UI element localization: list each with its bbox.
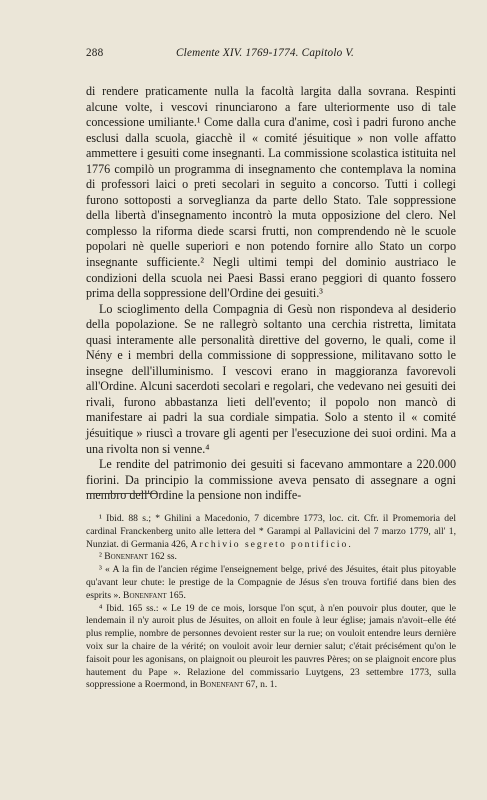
footnote-text: 162 ss. xyxy=(147,551,177,563)
paragraph: Le rendite del patrimonio dei gesuiti si facevano ammontare a 220.000 fiorini. Da principio la commissione aveva pensato di assegnare a ogni membro dell'Ordine la pensione non indiffe- xyxy=(86,457,456,503)
footnote-text: ³ « A la fin de l'ancien régime l'enseignement belge, privé des Jésuites, était plus pitoyable qu'avant leur chute: le prestige de la Compagnie de Jésus s'en trouva fortifié dans bien des esprits ». xyxy=(86,564,456,601)
archive-name: Archivio segreto pontificio xyxy=(190,538,349,550)
footnote-text: ¹ Ibid. 88 s.; * Ghilini a Macedonio, 7 dicembre 1773, loc. cit. Cfr. il Promemoria del cardinal Franckenberg unito alle lettera del * Garampi al Pallavicini del 7 marzo 1779, all' 1, Nunziat. di Germania 426, xyxy=(86,513,456,550)
footnotes xyxy=(86,513,456,692)
author-name: Bonenfant xyxy=(199,679,244,691)
paragraph: di rendere praticamente nulla la facoltà largita dalla sovrana. Respinti alcune volte, i vescovi rinunciarono a fare ulteriormente uso di tale concessione umiliante.¹ Come dalla cura d'anime, così i padri furono anche esclusi dalla scuola, giacchè il « comité jésuitique » non volle affatto ammettere i gesuiti come insegnanti. La commissione scolastica istituita nel 1776 compilò un programma di insegnamento che contemplava la nomina di professori laici o preti secolari in seguito a concorso. Tutti i collegi furono sottoposti a sorveglianza da parte dello Stato. Tale soppressione della libertà d'insegnamento incontrò la muta opposizione del clero. Nel complesso la riforma diede scarsi frutti, non comprendendo nè le scuole popolari nè quelle superiori e non potendo fornire allo Stato un corpo insegnante sufficiente.² Negli ultimi tempi del dominio austriaco le condizioni della scuola nei Paesi Bassi erano peggiori di quanto fossero prima della soppressione dell'Ordine dei gesuiti.³ xyxy=(86,84,456,301)
footnote-separator xyxy=(86,493,158,494)
footnote-text: ⁴ Ibid. 165 ss.: « Le 19 de ce mois, lorsque l'on sçut, à n'en pouvoir plus douter, que le lendemain il n'y auroit plus de Jésuites, on alloit en foule à leur église; jamais n'avoit–elle été plus remplie, nombre de personnes devoient rester sur la rue; on vouloit entendre leurs dernière voix sur la chaire de la vérité; on vouloit avoir leur dernier salut; c'était précisément qu'on le faisoit pour les agonisans, on plaignoit ou pleuroit les pauvres Pères; on se plaignoit encore plus hautement du Pape ». Relazione del commissario Luytgens, 23 settembre 1773, sulla soppressione a Roermond, in xyxy=(86,602,456,691)
footnote xyxy=(86,564,456,602)
footnote xyxy=(86,551,456,564)
footnote-text: ² xyxy=(99,551,105,563)
author-name: Bonenfant xyxy=(104,551,148,563)
author-name: Bonenfant xyxy=(123,589,167,601)
running-header xyxy=(86,47,456,63)
footnote-text: 165. xyxy=(166,589,186,601)
paragraph: Lo scioglimento della Compagnia di Gesù non rispondeva al desiderio della popolazione. Se ne rallegrò soltanto una cerchia ristretta, limitata quasi interamente alle personalità direttive del governo, le quali, come il Nény e i membri della commissione di soppressione, militavano sotto le insegne dell'illuminismo. I vescovi erano in maggioranza favorevoli all'Ordine. Alcuni sacerdoti secolari e regolari, che vedevano nei gesuiti dei rivali, furono abbastanza lieti dell'evento; il popolo non mancò di manifestare ai padri la sua cordiale simpatia. Solo a stento il « comité jésuitique » riuscì a trovare gli agenti per l'esecuzione dei suoi ordini. Ma a una rivolta non si venne.⁴ xyxy=(86,301,456,456)
running-title: Clemente XIV. 1769-1774. Capitolo V. xyxy=(176,47,355,59)
footnote-text: . xyxy=(348,538,351,550)
page-number: 288 xyxy=(86,47,104,59)
footnote xyxy=(86,513,456,551)
main-text xyxy=(86,84,456,504)
footnote xyxy=(86,603,456,693)
footnote-text: 67, n. 1. xyxy=(243,679,277,691)
